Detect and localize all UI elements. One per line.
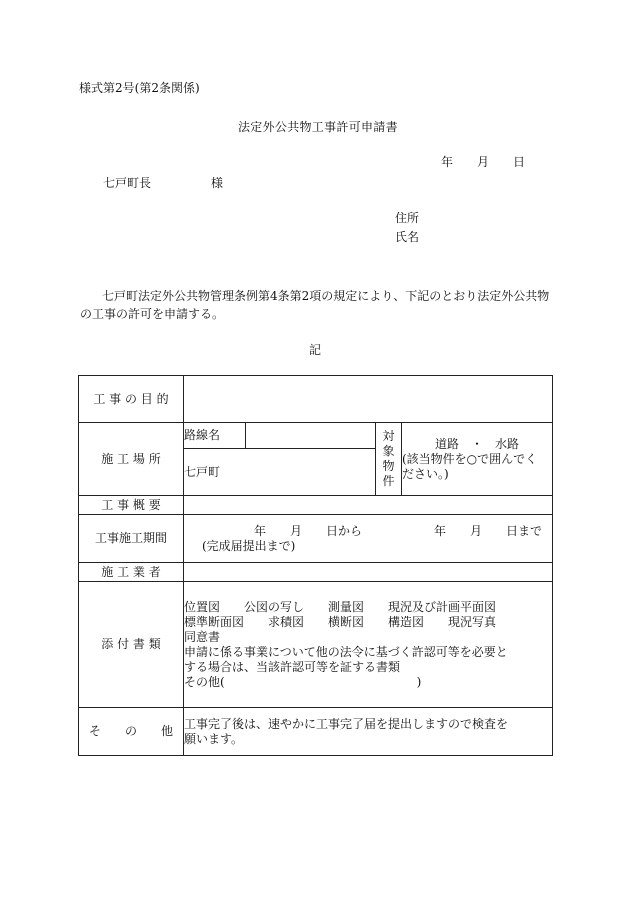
overview-label: 工 事 概 要 bbox=[79, 496, 184, 515]
document-title: 法定外公共物工事許可申請書 bbox=[238, 120, 398, 134]
overview-field[interactable] bbox=[184, 496, 553, 515]
address-label: 住所 bbox=[395, 211, 420, 225]
row-attachments bbox=[79, 582, 553, 708]
period-note: (完成届提出まで) bbox=[202, 538, 296, 553]
row-purpose bbox=[79, 376, 553, 423]
town-name: 七戸町 bbox=[184, 449, 376, 496]
row-overview bbox=[79, 496, 553, 515]
application-table bbox=[78, 375, 553, 756]
target-label-char: 物 bbox=[382, 459, 395, 473]
target-options-text: 道路 ・ 水路 bbox=[434, 436, 519, 451]
period-field[interactable] bbox=[184, 515, 553, 563]
target-options[interactable] bbox=[402, 423, 553, 496]
target-label-char: 対 bbox=[382, 429, 395, 443]
ki-marker: 記 bbox=[309, 343, 322, 357]
attachment-line: 標準断面図 求積図 横断図 構造図 現況写真 bbox=[184, 614, 497, 629]
addressee: 七戸町長 様 bbox=[103, 176, 224, 190]
attachments-label: 添 付 書 類 bbox=[79, 582, 184, 708]
attachment-line: 位置図 公図の写し 測量図 現況及び計画平面図 bbox=[184, 599, 497, 614]
other-label: そ の 他 bbox=[79, 708, 184, 756]
attachment-line: 同意書 bbox=[184, 629, 221, 644]
row-contractor bbox=[79, 563, 553, 582]
route-name-field[interactable] bbox=[246, 423, 376, 449]
target-label-char: 件 bbox=[382, 474, 395, 488]
form-number: 様式第2号(第2条関係) bbox=[79, 81, 200, 95]
row-period bbox=[79, 515, 553, 563]
row-location-top bbox=[79, 423, 553, 449]
period-label: 工事施工期間 bbox=[79, 515, 184, 563]
target-label bbox=[376, 423, 402, 496]
purpose-label: 工 事 の 目 的 bbox=[79, 376, 184, 423]
attachment-line: その他( ) bbox=[184, 674, 422, 689]
route-name-label: 路線名 bbox=[184, 423, 246, 449]
target-note: (該当物件を○で囲んでください。) bbox=[402, 451, 538, 481]
target-label-char: 象 bbox=[382, 444, 395, 458]
other-content bbox=[184, 708, 553, 756]
attachments-list bbox=[184, 582, 553, 708]
contractor-field[interactable] bbox=[184, 563, 553, 582]
contractor-label: 施 工 業 者 bbox=[79, 563, 184, 582]
location-label: 施 工 場 所 bbox=[79, 423, 184, 496]
attachment-line: する場合は、当該許認可等を証する書類 bbox=[184, 659, 401, 674]
purpose-field[interactable] bbox=[184, 376, 553, 423]
date-line: 年 月 日 bbox=[441, 155, 526, 169]
name-label: 氏名 bbox=[395, 230, 420, 244]
other-line: 工事完了後は、速やかに工事完了届を提出しますので検査を bbox=[184, 716, 509, 731]
other-line: 願います。 bbox=[184, 731, 244, 746]
body-paragraph: 七戸町法定外公共物管理条例第4条第2項の規定により、下記のとおり法定外公共物の工事の許可を申請する。 bbox=[80, 289, 550, 321]
row-other bbox=[79, 708, 553, 756]
period-line: 年 月 日から 年 月 日まで bbox=[254, 523, 543, 538]
attachment-line: 申請に係る事業について他の法令に基づく許認可等を必要と bbox=[184, 644, 508, 659]
